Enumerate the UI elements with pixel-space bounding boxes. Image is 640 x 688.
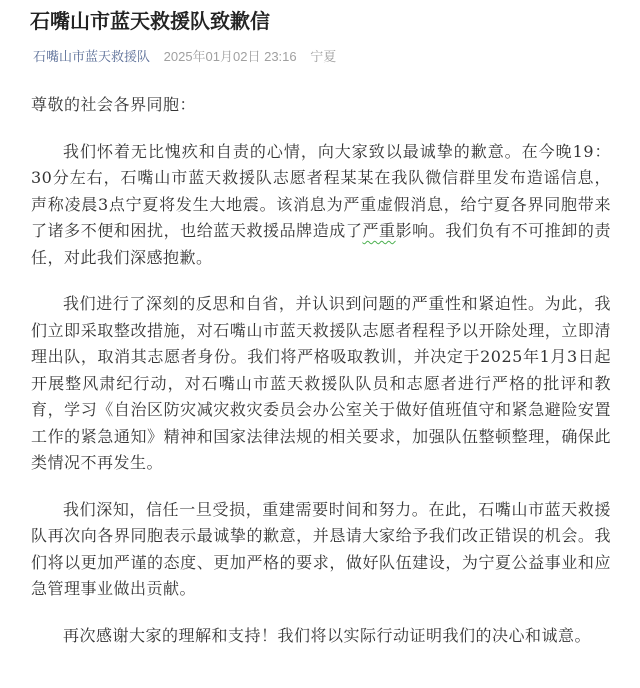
apology-paragraph: [31, 139, 611, 272]
publish-date: 2025年01月02日 23:16: [163, 49, 297, 64]
commitment-paragraph: 我们深知，信任一旦受损，重建需要时间和努力。在此，石嘴山市蓝天救援队再次向各界同胞表示最诚挚的歉意，并恳请大家给予我们改正错误的机会。我们将以更加严谨的态度、更加严格的要求，做好队伍建设，为宁夏公益事业和应急管理事业做出贡献。: [31, 499, 611, 598]
rectification-paragraph: 我们进行了深刻的反思和自省，并认识到问题的严重性和紧迫性。为此，我们立即采取整改措施，对石嘴山市蓝天救援队志愿者程程予以开除处理，立即清理出队，取消其志愿者身份。我们将严格吸取教训，并决定于2025年1月3日起开展整风肃纪行动，对石嘴山市蓝天救援队队员和志愿者进行严格的批评和教育，学习《自治区防灾减灾救灾委员会办公室关于做好值班值守和紧急避险安置工作的紧急通知》精神和国家法律法规的相关要求，加强队伍整顿整理，确保此类情况不再发生。: [31, 294, 611, 472]
closing-paragraph: 再次感谢大家的理解和支持！我们将以实际行动证明我们的决心和诚意。: [63, 625, 592, 645]
salutation-paragraph: 尊敬的社会各界同胞：: [31, 95, 197, 114]
article-title: 石嘴山市蓝天救援队致歉信: [30, 11, 270, 33]
article-meta: [33, 48, 336, 66]
author-link[interactable]: 石嘴山市蓝天救援队: [33, 49, 151, 64]
publish-location: 宁夏: [310, 49, 337, 64]
article-body: [31, 92, 611, 649]
apology-text-start: 我们怀着无比愧疚和自责的心情，向大家致以最诚挚的歉意。在今晚19：30分左右，石嘴山市蓝天救援队志愿者程某某在我队微信群里发布造谣信息，声称凌晨3点宁夏将发生大地震。该消息为严重虚假消息，给宁夏各界同胞带来了诸多不便和困扰，也给蓝天救援品牌造成了: [31, 141, 611, 240]
marked-word: 严重: [362, 221, 396, 240]
apology-text-end: 影响。我们负有不可推卸的责任，对此我们深感抱歉。: [31, 221, 611, 267]
